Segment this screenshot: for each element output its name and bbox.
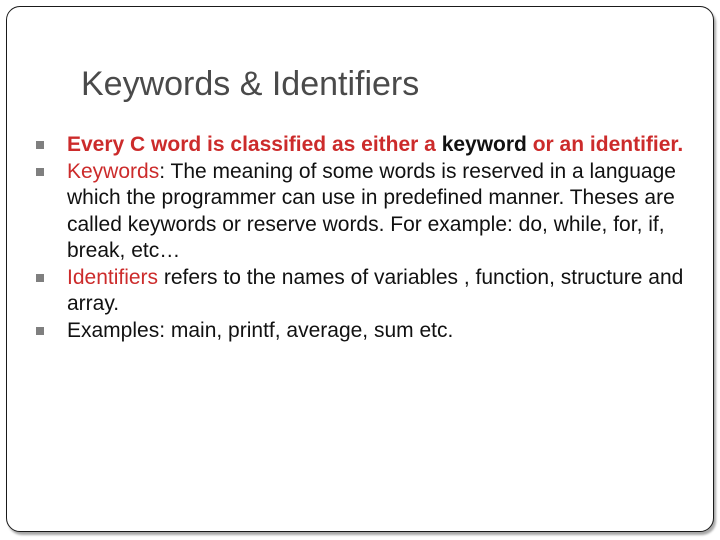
- keywords-term: Keywords: [67, 159, 160, 183]
- square-bullet-icon: [36, 274, 44, 282]
- square-bullet-icon: [36, 327, 44, 335]
- bullet-item-examples: [25, 318, 685, 345]
- bullet-item-identifiers: [25, 265, 685, 318]
- square-bullet-icon: [36, 168, 44, 176]
- keyword-term: keyword: [441, 133, 527, 156]
- bullet-text-part: or an identifier.: [526, 133, 684, 156]
- square-bullet-icon: [36, 141, 44, 149]
- bullet-list: [25, 132, 685, 344]
- keywords-definition: : The meaning of some words is reserved in a language which the programmer can use in predefined manner. Theses are called keywords or reserve words. For example: do, while, for, if, break, etc…: [67, 159, 676, 262]
- slide-title: Keywords & Identifiers: [81, 65, 420, 103]
- slide-frame: [6, 6, 714, 532]
- bullet-item-keywords: [25, 159, 685, 265]
- identifiers-term: Identifiers: [67, 265, 159, 289]
- bullet-text-part: Every C word is classified as either a: [67, 133, 442, 156]
- identifiers-definition: refers to the names of variables , function, structure and array.: [67, 265, 684, 315]
- examples-text: Examples: main, printf, average, sum etc.: [67, 318, 454, 342]
- bullet-item-c-words: [25, 132, 685, 159]
